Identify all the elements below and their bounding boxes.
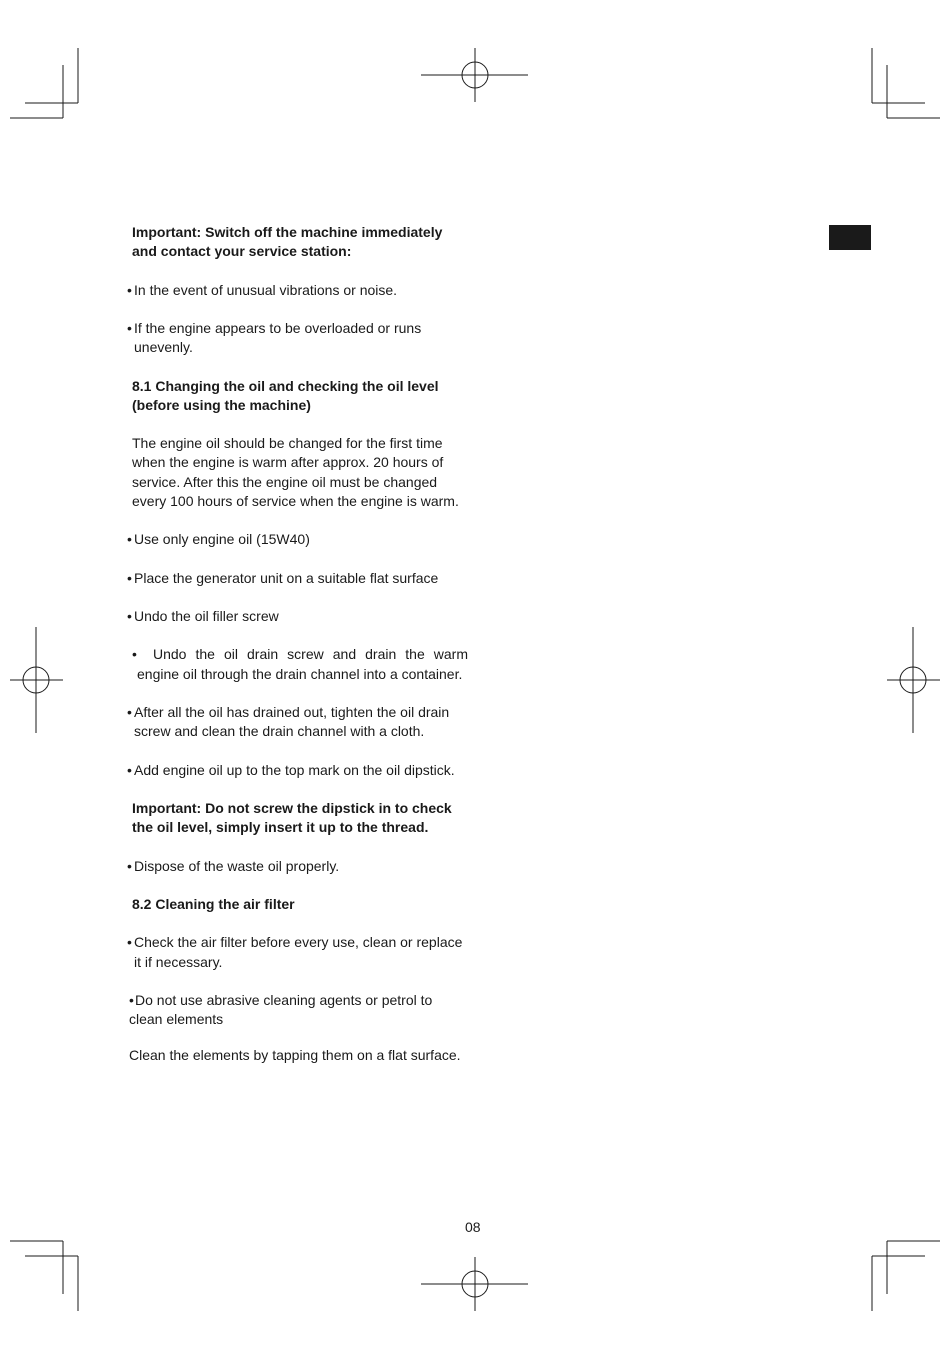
- bullet-icon: •: [127, 857, 132, 874]
- bullet-text: Do not use abrasive cleaning agents or petrol to clean elements: [129, 991, 433, 1028]
- important-dipstick-heading: Important: Do not screw the dipstick in to check the oil level, simply insert it up to the thread.: [132, 799, 452, 836]
- bullet-icon: •: [127, 531, 132, 548]
- bullet-text: Undo the oil drain screw and drain the warm engine oil through the drain channel into a container.: [137, 646, 468, 682]
- bullet-icon: •: [127, 569, 132, 586]
- bullet-tighten-drain-screw: [128, 703, 468, 741]
- bullet-text: In the event of unusual vibrations or noise.: [134, 281, 398, 298]
- bullet-text: Use only engine oil (15W40): [134, 531, 310, 548]
- bullet-dispose-oil: [128, 857, 468, 876]
- section-8-2-title: 8.2 Cleaning the air filter: [132, 895, 295, 912]
- bullet-icon: •: [127, 319, 132, 336]
- bullet-text: Place the generator unit on a suitable flat surface: [134, 569, 439, 586]
- bullet-unusual-vibrations: [128, 281, 468, 300]
- bullet-text: Check the air filter before every use, clean or replace it if necessary.: [134, 934, 463, 970]
- bullet-use-engine-oil: [128, 530, 468, 549]
- bullet-no-abrasive-agents: [128, 991, 468, 1029]
- page-content: [128, 223, 468, 1085]
- bullet-icon: •: [127, 703, 132, 720]
- oil-change-paragraph: The engine oil should be changed for the first time when the engine is warm after approx. 20 hours of service. After this the engine oil must be changed every 100 hours of service when the engine is warm.: [132, 435, 459, 509]
- clean-elements-paragraph: Clean the elements by tapping them on a flat surface.: [129, 1047, 461, 1064]
- bullet-undo-filler-screw: [128, 607, 468, 626]
- bullet-icon: •: [127, 761, 132, 778]
- bullet-text: After all the oil has drained out, tighten the oil drain screw and clean the drain channel with a cloth.: [134, 703, 450, 740]
- bullet-check-air-filter: [128, 933, 468, 971]
- bullet-icon: •: [127, 281, 132, 298]
- bullet-icon: •: [127, 934, 132, 951]
- bullet-text: If the engine appears to be overloaded or runs unevenly.: [134, 319, 422, 356]
- section-8-1-title: 8.1 Changing the oil and checking the oil level (before using the machine): [132, 377, 439, 413]
- chapter-tab-marker: [829, 225, 871, 250]
- bullet-icon: •: [132, 646, 137, 663]
- bullet-add-engine-oil: [128, 761, 468, 780]
- bullet-engine-overloaded: [128, 319, 468, 357]
- bullet-place-generator: [128, 569, 468, 588]
- bullet-icon: •: [129, 991, 134, 1008]
- bullet-icon: •: [127, 607, 132, 624]
- important-switch-off-heading: Important: Switch off the machine immediately and contact your service station:: [132, 224, 443, 260]
- bullet-text: Undo the oil filler screw: [134, 607, 279, 624]
- bullet-text: Add engine oil up to the top mark on the oil dipstick.: [134, 761, 455, 778]
- bullet-text: Dispose of the waste oil properly.: [134, 857, 340, 874]
- page-number: 08: [465, 1219, 481, 1235]
- bullet-undo-drain-screw: [128, 645, 468, 683]
